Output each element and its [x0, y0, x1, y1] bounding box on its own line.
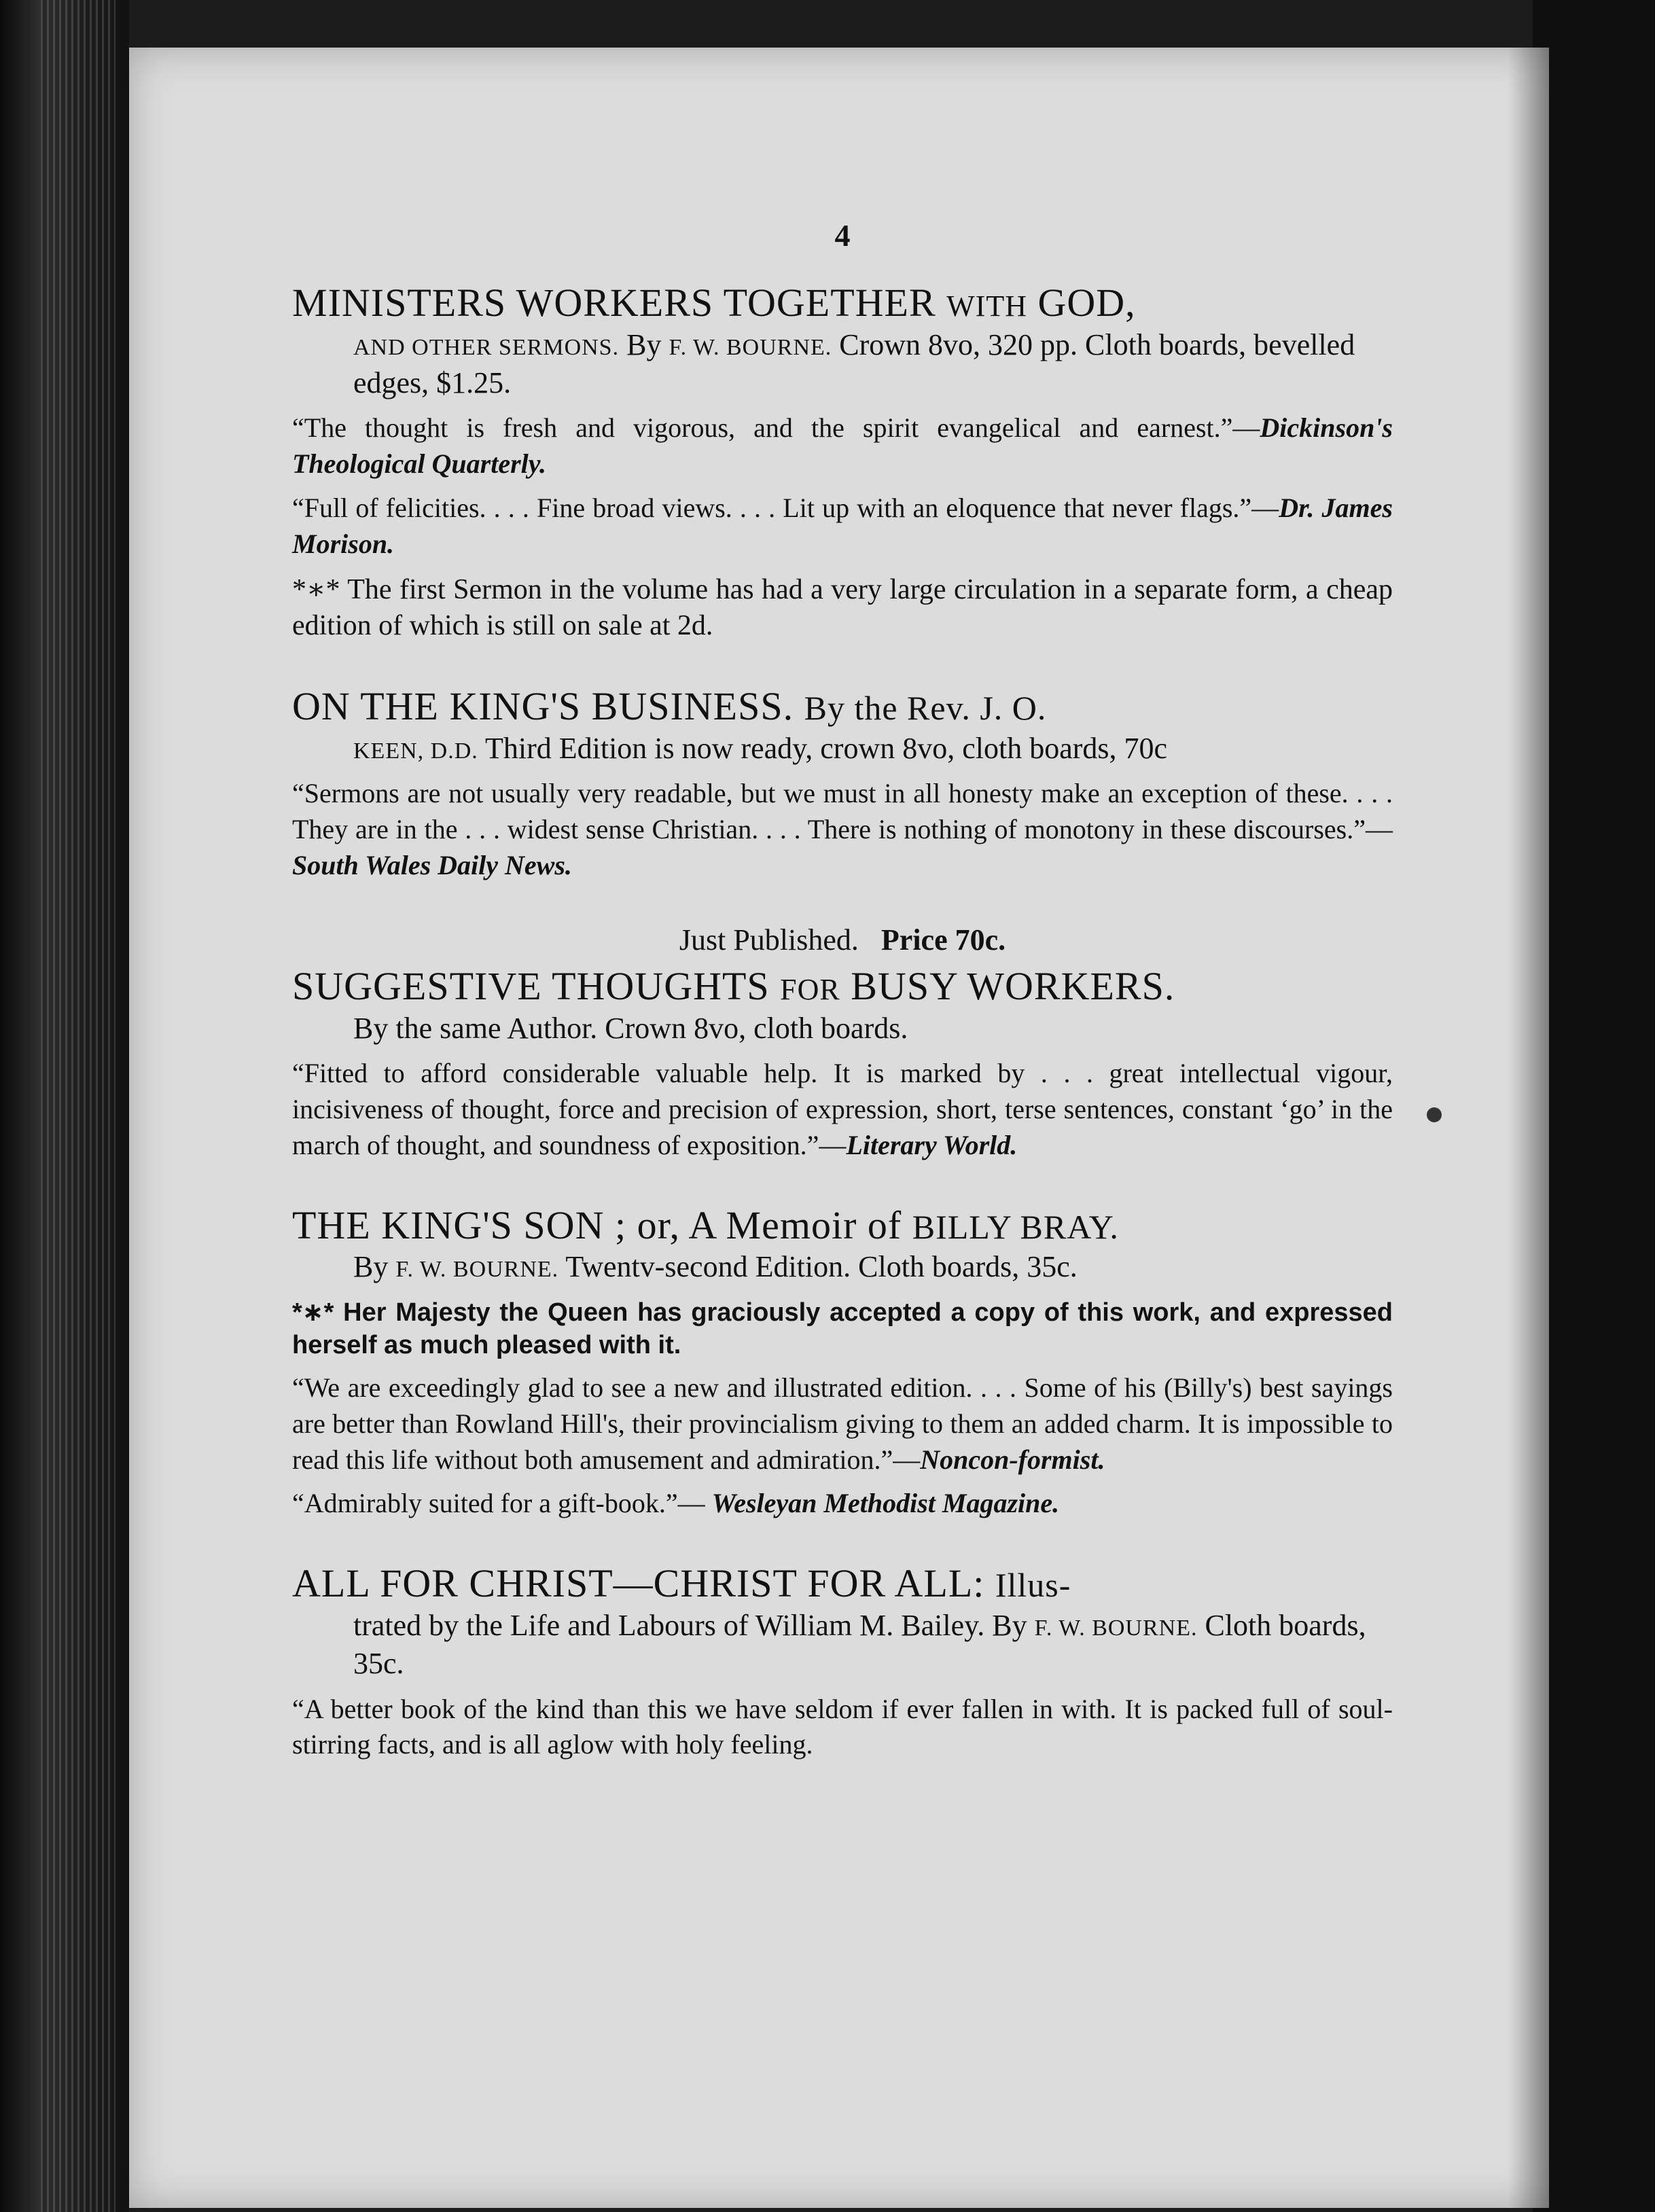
spine-page-edges: [41, 0, 115, 2212]
book-details: trated by the Life and Labours of William M. Bailey. By F. W. BOURNE. Cloth boards, 35c.: [353, 1608, 1366, 1681]
price: Price 70c.: [880, 923, 1006, 957]
editorial-note: *∗* The first Sermon in the volume has had a very large circulation in a separate form, a cheap edition of which is still on sale at 2d.: [292, 573, 1393, 642]
review-quote: “Full of felicities. . . . Fine broad views. . . . Lit up with an eloquence that never flags.”—Dr. James Morison.: [292, 492, 1393, 559]
review-quote: “Fitted to afford considerable valuable help. It is marked by . . . great intellectual vigour, incisiveness of thought, force and precision of expression, short, terse sentences, constant ‘go’ in the march of thought, and soundness of exposition.”—Literary World.: [292, 1058, 1393, 1160]
quote-source: Dr. James Morison.: [292, 492, 1393, 559]
author-name: F. W. BOURNE.: [395, 1257, 559, 1283]
review-quote: “The thought is fresh and vigorous, and the spirit evangelical and earnest.”—Dickinson's Theological Quarterly.: [292, 412, 1393, 480]
publication-notice: Just Published. Price 70c.: [679, 923, 1006, 957]
editorial-note: *∗* Her Majesty the Queen has graciously accepted a copy of this work, and expressed herself as much pleased with it.: [292, 1298, 1393, 1360]
review-quote: “We are exceedingly glad to see a new and illustrated edition. . . . Some of his (Billy's) best sayings are better than Rowland Hill's, their provincialism giving to them an added charm. It is impossible to read this life without both amusement and admiration.”—Noncon-formist.: [292, 1372, 1393, 1475]
quote-source: Noncon-formist.: [920, 1444, 1105, 1475]
author-name: F. W. BOURNE.: [669, 334, 832, 360]
author-name: KEEN, D.D.: [353, 738, 478, 764]
book-details: KEEN, D.D. Third Edition is now ready, crown 8vo, cloth boards, 70c: [353, 731, 1168, 765]
book-entry-kings-son: [292, 1203, 1393, 1522]
book-title: MINISTERS WORKERS TOGETHER WITH GOD,: [292, 281, 1136, 325]
book-entry-all-for-christ: [292, 1561, 1393, 1763]
review-quote: “Admirably suited for a gift-book.”— Wesleyan Methodist Magazine.: [292, 1488, 1060, 1519]
book-title: ALL FOR CHRIST—CHRIST FOR ALL: Illus-: [292, 1561, 1071, 1606]
book-title: THE KING'S SON ; or, A Memoir of BILLY BRAY.: [292, 1202, 1119, 1247]
author-name: F. W. BOURNE.: [1034, 1615, 1198, 1641]
quote-source: South Wales Daily News.: [292, 849, 572, 880]
page-text: [292, 217, 1393, 1802]
book-entry-ministers: [292, 281, 1393, 645]
page-number: 4: [834, 218, 851, 253]
book-details: AND OTHER SERMONS. By F. W. BOURNE. Crown 8vo, 320 pp. Cloth boards, bevelled edges, $1.25.: [353, 327, 1355, 399]
book-entry-kings-business: [292, 684, 1393, 883]
scan-background-edge: [1533, 0, 1655, 2212]
ink-blemish: [1427, 1107, 1442, 1122]
book-entry-suggestive-thoughts: [292, 923, 1393, 1163]
review-quote: “Sermons are not usually very readable, but we must in all honesty make an exception of these. . . . They are in the . . . widest sense Christian. . . . There is nothing of monotony in these discourses.”—South Wales Daily News.: [292, 778, 1393, 880]
book-details: By the same Author. Crown 8vo, cloth boards.: [353, 1012, 908, 1046]
book-title: SUGGESTIVE THOUGHTS FOR BUSY WORKERS.: [292, 964, 1175, 1009]
book-title: ON THE KING'S BUSINESS. By the Rev. J. O.: [292, 684, 1047, 728]
quote-source: Wesleyan Methodist Magazine.: [711, 1488, 1060, 1519]
quote-source: Literary World.: [846, 1129, 1018, 1160]
review-quote: “A better book of the kind than this we have seldom if ever fallen in with. It is packed full of soul-stirring facts, and is all aglow with holy feeling.: [292, 1693, 1393, 1760]
quote-source: Dickinson's Theological Quarterly.: [292, 412, 1393, 480]
book-details: By F. W. BOURNE. Twentv-second Edition. Cloth boards, 35c.: [353, 1250, 1078, 1284]
